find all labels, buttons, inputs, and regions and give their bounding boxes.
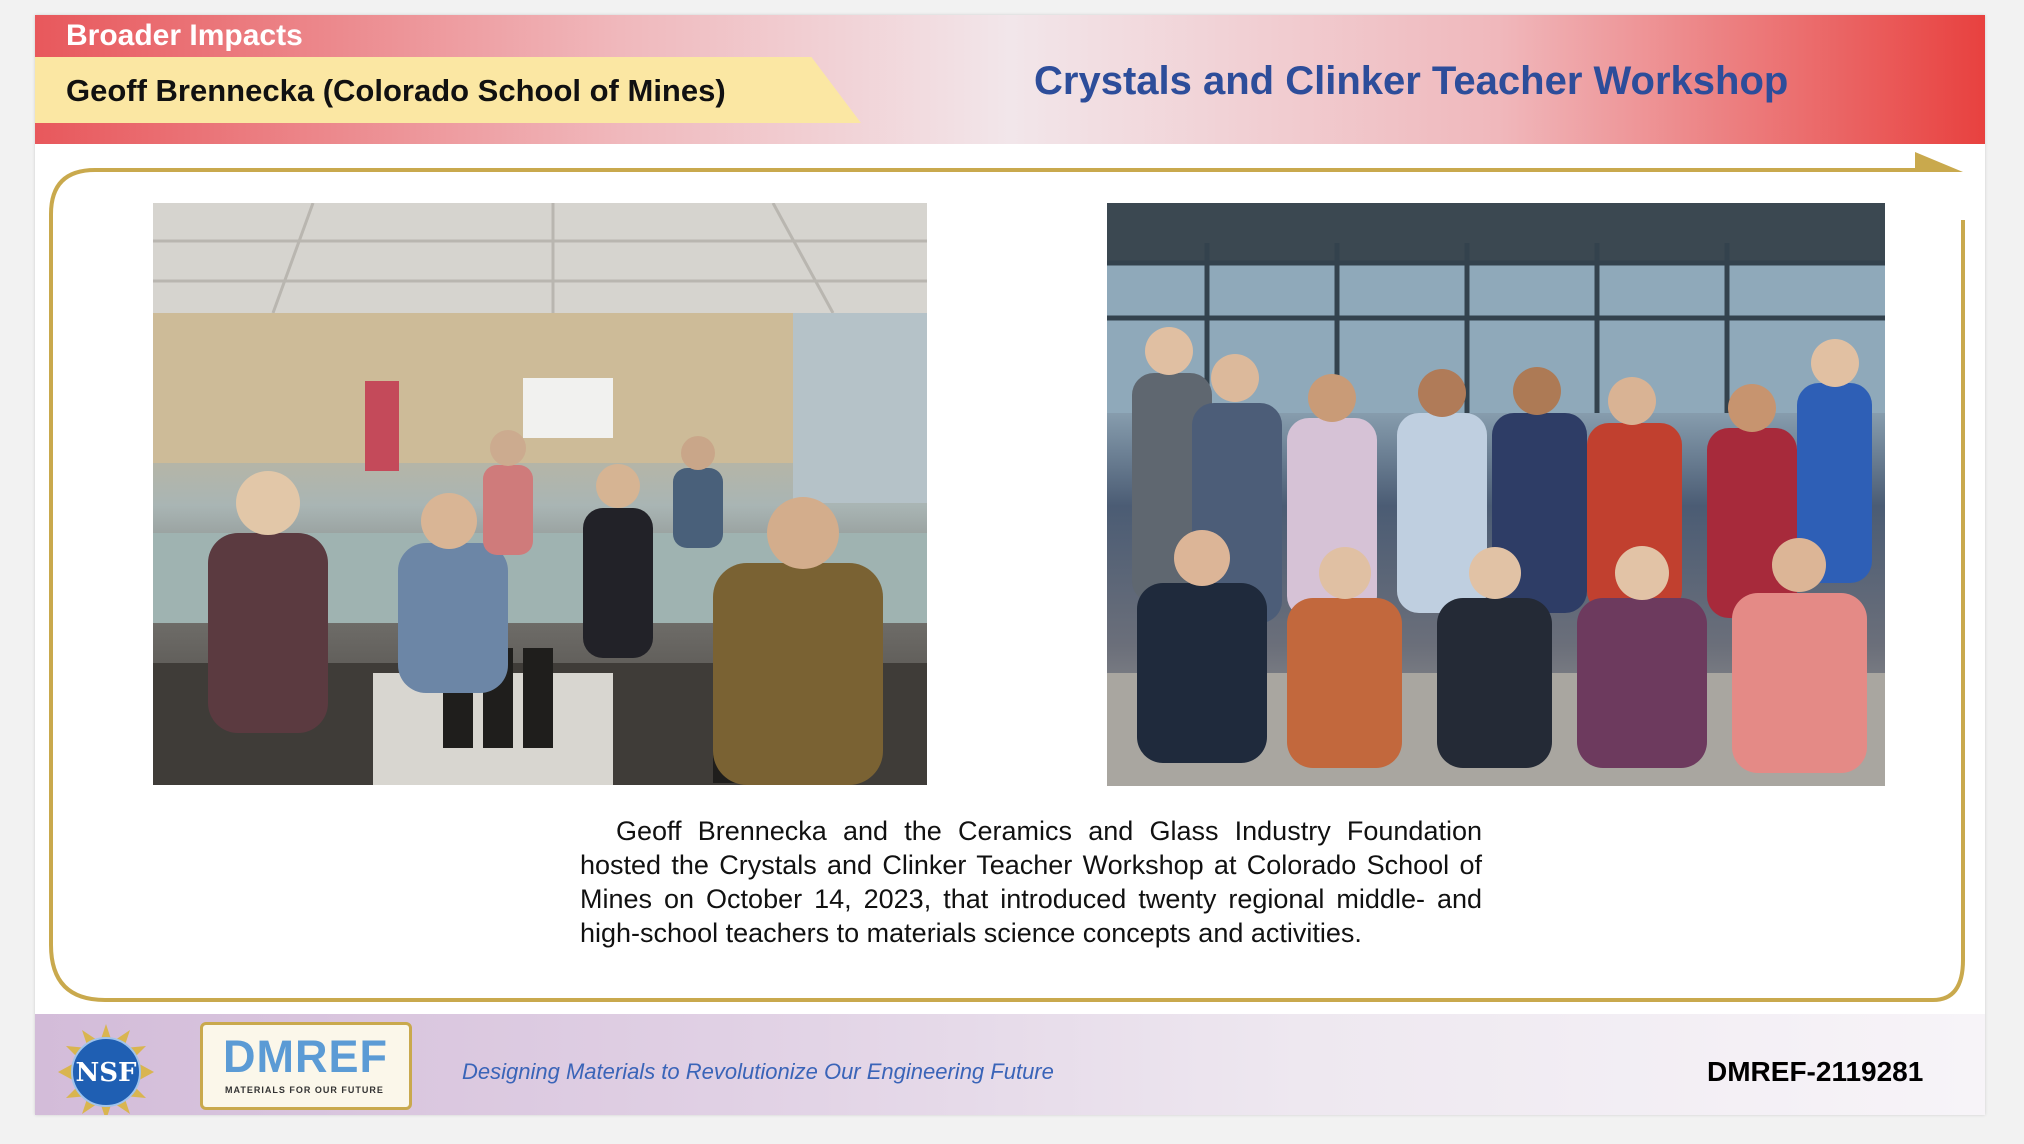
dmref-logo-text: DMREF: [223, 1031, 388, 1082]
slide: [35, 15, 1985, 1115]
dmref-logo-subtext: MATERIALS FOR OUR FUTURE: [225, 1085, 384, 1095]
presenter-name: Geoff Brennecka (Colorado School of Mines): [66, 73, 726, 108]
caption-text: Geoff Brennecka and the Ceramics and Glass Industry Foundation hosted the Crystals and Clinker Teacher Workshop at Colorado School of Mines on October 14, 2023, that introduced twenty regional middle- and high-school teachers to materials science concepts and activities.: [580, 816, 1482, 948]
footer-bar: [35, 1014, 1985, 1115]
footer-tagline: Designing Materials to Revolutionize Our Engineering Future: [462, 1059, 1054, 1084]
page-title: Crystals and Clinker Teacher Workshop: [1034, 59, 1789, 103]
dmref-logo: [200, 1022, 412, 1110]
group-scene-image: [1107, 203, 1885, 786]
award-number: DMREF-2119281: [1707, 1056, 1924, 1087]
section-label: Broader Impacts: [66, 19, 303, 52]
svg-text:NSF: NSF: [75, 1058, 137, 1088]
group-photo: [1107, 203, 1885, 786]
workshop-lab-photo: [153, 203, 927, 785]
lab-scene-image: [153, 203, 927, 785]
frame-arrow-icon: [1915, 152, 1963, 172]
nsf-logo-icon: [58, 1024, 154, 1115]
